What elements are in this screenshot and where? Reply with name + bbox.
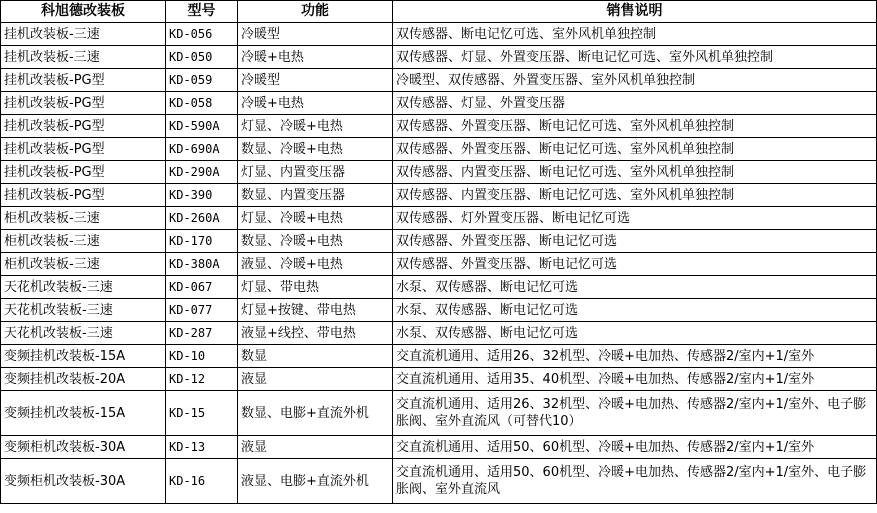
model-cell: KD-690A [166,138,238,161]
product-name-cell: 柜机改装板-三速 [1,253,166,276]
model-cell: KD-16 [166,459,238,504]
product-name-cell: 柜机改装板-三速 [1,207,166,230]
model-cell: KD-290A [166,161,238,184]
function-cell: 液显 [238,368,393,391]
sales-notes-cell: 冷暖型、双传感器、外置变压器、室外风机单独控制 [393,69,877,92]
table-row [1,92,877,115]
model-cell: KD-067 [166,276,238,299]
table-row [1,391,877,436]
table-row [1,23,877,46]
table-row [1,276,877,299]
table-row [1,436,877,459]
function-cell: 数显、冷暖+电热 [238,230,393,253]
model-cell: KD-058 [166,92,238,115]
table-row [1,138,877,161]
model-cell: KD-056 [166,23,238,46]
table-row [1,161,877,184]
function-cell: 灯显、内置变压器 [238,161,393,184]
function-cell: 灯显、冷暖+电热 [238,207,393,230]
header-sales-notes: 销售说明 [393,1,877,23]
model-cell: KD-170 [166,230,238,253]
function-cell: 灯显+按键、带电热 [238,299,393,322]
sales-notes-cell: 交直流机通用、适用26、32机型、冷暖+电加热、传感器2/室内+1/室外、电子膨胀阀、室外直流风（可替代10） [393,391,877,436]
sales-notes-cell: 交直流机通用、适用50、60机型、冷暖+电加热、传感器2/室内+1/室外 [393,436,877,459]
product-name-cell: 挂机改装板-PG型 [1,184,166,207]
sales-notes-cell: 双传感器、外置变压器、断电记忆可选、室外风机单独控制 [393,115,877,138]
table-row [1,345,877,368]
product-name-cell: 天花机改装板-三速 [1,322,166,345]
sales-notes-cell: 双传感器、灯显、外置变压器、断电记忆可选、室外风机单独控制 [393,46,877,69]
product-name-cell: 挂机改装板-PG型 [1,92,166,115]
model-cell: KD-077 [166,299,238,322]
table-row [1,69,877,92]
sales-notes-cell: 双传感器、断电记忆可选、室外风机单独控制 [393,23,877,46]
product-name-cell: 挂机改装板-PG型 [1,138,166,161]
header-model: 型号 [166,1,238,23]
function-cell: 冷暖型 [238,23,393,46]
function-cell: 冷暖+电热 [238,92,393,115]
product-name-cell: 柜机改装板-三速 [1,230,166,253]
product-name-cell: 变频柜机改装板-30A [1,436,166,459]
function-cell: 液显 [238,436,393,459]
sales-notes-cell: 水泵、双传感器、断电记忆可选 [393,276,877,299]
table-row [1,253,877,276]
function-cell: 数显 [238,345,393,368]
model-cell: KD-059 [166,69,238,92]
model-cell: KD-13 [166,436,238,459]
model-cell: KD-12 [166,368,238,391]
product-name-cell: 挂机改装板-三速 [1,46,166,69]
product-name-cell: 挂机改装板-PG型 [1,69,166,92]
header-product-name: 科旭德改装板 [1,1,166,23]
model-cell: KD-590A [166,115,238,138]
sales-notes-cell: 水泵、双传感器、断电记忆可选 [393,322,877,345]
sales-notes-cell: 双传感器、灯外置变压器、断电记忆可选 [393,207,877,230]
sales-notes-cell: 双传感器、灯显、外置变压器 [393,92,877,115]
model-cell: KD-050 [166,46,238,69]
header-function: 功能 [238,1,393,23]
product-name-cell: 挂机改装板-PG型 [1,161,166,184]
table-row [1,46,877,69]
model-cell: KD-380A [166,253,238,276]
sales-notes-cell: 交直流机通用、适用26、32机型、冷暖+电加热、传感器2/室内+1/室外 [393,345,877,368]
table-row [1,299,877,322]
sales-notes-cell: 双传感器、内置变压器、断电记忆可选、室外风机单独控制 [393,184,877,207]
model-cell: KD-260A [166,207,238,230]
sales-notes-cell: 双传感器、内置变压器、断电记忆可选、室外风机单独控制 [393,161,877,184]
product-name-cell: 变频挂机改装板-15A [1,345,166,368]
model-cell: KD-287 [166,322,238,345]
product-name-cell: 变频挂机改装板-20A [1,368,166,391]
product-name-cell: 挂机改装板-三速 [1,23,166,46]
table-row [1,230,877,253]
sales-notes-cell: 双传感器、外置变压器、断电记忆可选、室外风机单独控制 [393,138,877,161]
header-row [1,1,877,23]
sales-notes-cell: 双传感器、外置变压器、断电记忆可选 [393,230,877,253]
function-cell: 液显+线控、带电热 [238,322,393,345]
function-cell: 冷暖+电热 [238,46,393,69]
table-row [1,184,877,207]
sales-notes-cell: 水泵、双传感器、断电记忆可选 [393,299,877,322]
function-cell: 液显、冷暖+电热 [238,253,393,276]
sales-notes-cell: 双传感器、外置变压器、断电记忆可选 [393,253,877,276]
table-row [1,322,877,345]
table-row [1,115,877,138]
sales-notes-cell: 交直流机通用、适用35、40机型、冷暖+电加热、传感器2/室内+1/室外 [393,368,877,391]
function-cell: 数显、电膨+直流外机 [238,391,393,436]
model-cell: KD-10 [166,345,238,368]
table-row [1,207,877,230]
product-name-cell: 天花机改装板-三速 [1,299,166,322]
table-row [1,459,877,504]
table-body [1,23,877,504]
function-cell: 灯显、带电热 [238,276,393,299]
function-cell: 冷暖型 [238,69,393,92]
sales-notes-cell: 交直流机通用、适用50、60机型、冷暖+电加热、传感器2/室内+1/室外、电子膨胀阀、室外直流风 [393,459,877,504]
function-cell: 灯显、冷暖+电热 [238,115,393,138]
product-name-cell: 天花机改装板-三速 [1,276,166,299]
model-cell: KD-15 [166,391,238,436]
function-cell: 数显、冷暖+电热 [238,138,393,161]
function-cell: 液显、电膨+直流外机 [238,459,393,504]
product-name-cell: 变频挂机改装板-15A [1,391,166,436]
function-cell: 数显、内置变压器 [238,184,393,207]
product-name-cell: 挂机改装板-PG型 [1,115,166,138]
table-row [1,368,877,391]
model-cell: KD-390 [166,184,238,207]
product-name-cell: 变频柜机改装板-30A [1,459,166,504]
